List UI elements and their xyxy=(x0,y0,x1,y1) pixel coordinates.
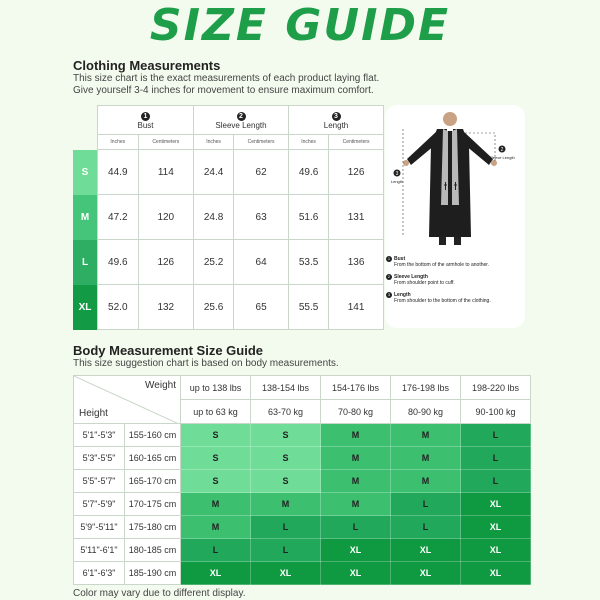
unit-inches: Inches xyxy=(289,135,329,150)
height-cm: 160-165 cm xyxy=(125,447,181,470)
cell-value: 49.6 xyxy=(289,150,329,195)
size-cell: S xyxy=(251,424,321,447)
table-row xyxy=(74,539,531,562)
group-label: Length xyxy=(323,120,349,130)
table-row xyxy=(73,195,384,240)
cell-value: 65 xyxy=(234,285,289,330)
clothing-desc-1: This size chart is the exact measurements of each product laying flat. xyxy=(73,73,380,84)
size-cell: XL xyxy=(251,562,321,585)
size-cell: XL xyxy=(461,562,531,585)
size-cell: L xyxy=(251,539,321,562)
cell-value: 114 xyxy=(138,150,193,195)
cell-value: 47.2 xyxy=(98,195,139,240)
size-cell: XL xyxy=(181,562,251,585)
weight-kg: 70-80 kg xyxy=(321,400,391,424)
legend-desc: From shoulder to the bottom of the clothing. xyxy=(394,298,491,304)
size-cell: L xyxy=(461,447,531,470)
size-cell: M xyxy=(391,470,461,493)
cell-value: 53.5 xyxy=(289,240,329,285)
size-cell: M xyxy=(321,424,391,447)
size-cell: S xyxy=(181,447,251,470)
height-ft: 5'1"-5'3" xyxy=(74,424,125,447)
group-label: Bust xyxy=(137,120,154,130)
cell-value: 24.8 xyxy=(194,195,234,240)
cell-value: 49.6 xyxy=(98,240,139,285)
size-cell: M xyxy=(321,493,391,516)
table-row xyxy=(73,150,384,195)
length-number: 3 xyxy=(395,171,399,177)
cell-value: 64 xyxy=(234,240,289,285)
cell-value: 52.0 xyxy=(98,285,139,330)
number-badge: 3 xyxy=(387,292,391,297)
size-cell: L xyxy=(391,516,461,539)
height-ft: 5'7"-5'9" xyxy=(74,493,125,516)
unit-centimeters: Centimeters xyxy=(329,135,384,150)
size-cell: M xyxy=(321,447,391,470)
right-leg-shape xyxy=(454,237,461,245)
cell-value: 120 xyxy=(138,195,193,240)
weight-lbs: 176-198 lbs xyxy=(391,376,461,400)
length-label: Length xyxy=(390,179,404,184)
clothing-measurement-table xyxy=(73,105,384,330)
size-cell: L xyxy=(461,424,531,447)
number-badge: 2 xyxy=(387,274,391,279)
body-desc: This size suggestion chart is based on body measurements. xyxy=(73,358,339,369)
table-row xyxy=(74,447,531,470)
size-cell: L xyxy=(461,470,531,493)
legend-bust xyxy=(386,256,489,268)
size-cell: S xyxy=(181,470,251,493)
body-heading: Body Measurement Size Guide xyxy=(73,343,263,358)
weight-lbs: up to 138 lbs xyxy=(181,376,251,400)
number-badge: 3 xyxy=(332,112,341,121)
size-cell: XL xyxy=(391,539,461,562)
size-cell: L xyxy=(251,516,321,539)
cell-value: 55.5 xyxy=(289,285,329,330)
head-shape xyxy=(443,112,457,126)
size-cell: L xyxy=(391,493,461,516)
table-row xyxy=(74,424,531,447)
cell-value: 25.6 xyxy=(194,285,234,330)
size-cell: M xyxy=(251,493,321,516)
weight-kg: 80-90 kg xyxy=(391,400,461,424)
cell-value: 25.2 xyxy=(194,240,234,285)
size-label: M xyxy=(73,195,98,240)
weight-kg: 63-70 kg xyxy=(251,400,321,424)
height-ft: 5'11"-6'1" xyxy=(74,539,125,562)
sleeve-number: 2 xyxy=(500,147,504,153)
table-row xyxy=(74,516,531,539)
number-badge: 2 xyxy=(237,112,246,121)
unit-inches: Inches xyxy=(98,135,139,150)
size-cell: M xyxy=(181,516,251,539)
size-cell: M xyxy=(181,493,251,516)
header-corner xyxy=(74,376,181,424)
size-cell: XL xyxy=(321,562,391,585)
size-cell: XL xyxy=(321,539,391,562)
left-hand-shape xyxy=(403,160,409,166)
weight-lbs: 138-154 lbs xyxy=(251,376,321,400)
height-cm: 185-190 cm xyxy=(125,562,181,585)
size-label: S xyxy=(73,150,98,195)
size-cell: XL xyxy=(461,493,531,516)
height-label: Height xyxy=(79,408,108,419)
clothing-desc-2: Give yourself 3-4 inches for movement to ensure maximum comfort. xyxy=(73,85,374,96)
size-cell: XL xyxy=(391,562,461,585)
table-row xyxy=(73,240,384,285)
size-cell: L xyxy=(181,539,251,562)
body-size-table xyxy=(73,375,531,585)
size-cell: S xyxy=(251,447,321,470)
unit-centimeters: Centimeters xyxy=(234,135,289,150)
unit-centimeters: Centimeters xyxy=(138,135,193,150)
height-ft: 5'5"-5'7" xyxy=(74,470,125,493)
footer-note: Color may vary due to different display. xyxy=(73,588,246,599)
size-cell: M xyxy=(391,447,461,470)
table-row xyxy=(74,470,531,493)
size-cell: S xyxy=(181,424,251,447)
number-badge: 1 xyxy=(141,112,150,121)
corner-blank xyxy=(73,135,98,150)
cell-value: 24.4 xyxy=(194,150,234,195)
left-leg-shape xyxy=(439,237,446,245)
height-cm: 165-170 cm xyxy=(125,470,181,493)
unit-inches: Inches xyxy=(194,135,234,150)
size-cell: M xyxy=(321,470,391,493)
height-ft: 6'1"-6'3" xyxy=(74,562,125,585)
size-label: XL xyxy=(73,285,98,330)
size-cell: L xyxy=(321,516,391,539)
height-cm: 175-180 cm xyxy=(125,516,181,539)
cell-value: 136 xyxy=(329,240,384,285)
cell-value: 132 xyxy=(138,285,193,330)
table-row xyxy=(74,493,531,516)
size-cell: S xyxy=(251,470,321,493)
cell-value: 131 xyxy=(329,195,384,240)
collar-shape xyxy=(447,127,453,131)
cell-value: 141 xyxy=(329,285,384,330)
height-cm: 155-160 cm xyxy=(125,424,181,447)
robe-shape xyxy=(429,129,471,237)
height-cm: 170-175 cm xyxy=(125,493,181,516)
legend-length xyxy=(386,292,491,304)
height-ft: 5'9"-5'11" xyxy=(74,516,125,539)
sleeve-label: Sleeve Length xyxy=(489,155,515,160)
corner-blank xyxy=(73,106,98,135)
weight-kg: 90-100 kg xyxy=(461,400,531,424)
page-title: SIZE GUIDE xyxy=(149,0,451,51)
size-cell: M xyxy=(391,424,461,447)
size-cell: XL xyxy=(461,539,531,562)
group-label: Sleeve Length xyxy=(215,120,267,130)
legend-title: Length xyxy=(394,292,411,298)
height-cm: 180-185 cm xyxy=(125,539,181,562)
size-label: L xyxy=(73,240,98,285)
size-cell: XL xyxy=(461,516,531,539)
right-hand-shape xyxy=(491,160,497,166)
legend-desc: From the bottom of the armhole to another. xyxy=(394,262,490,268)
group-bust xyxy=(98,106,194,135)
group-length xyxy=(289,106,384,135)
legend-sleeve xyxy=(386,274,455,286)
cell-value: 44.9 xyxy=(98,150,139,195)
cell-value: 126 xyxy=(329,150,384,195)
weight-label: Weight xyxy=(145,380,176,391)
weight-lbs: 154-176 lbs xyxy=(321,376,391,400)
cell-value: 63 xyxy=(234,195,289,240)
garment-illustration xyxy=(385,105,525,255)
table-row xyxy=(74,562,531,585)
legend-title: Bust xyxy=(394,256,406,262)
weight-lbs: 198-220 lbs xyxy=(461,376,531,400)
cell-value: 51.6 xyxy=(289,195,329,240)
group-sleeve xyxy=(194,106,289,135)
weight-kg: up to 63 kg xyxy=(181,400,251,424)
height-ft: 5'3"-5'5" xyxy=(74,447,125,470)
legend-desc: From shoulder point to cuff. xyxy=(394,280,455,286)
cell-value: 126 xyxy=(138,240,193,285)
clothing-heading: Clothing Measurements xyxy=(73,58,221,73)
cell-value: 62 xyxy=(234,150,289,195)
legend-title: Sleeve Length xyxy=(394,274,428,280)
number-badge: 1 xyxy=(387,256,391,261)
table-row xyxy=(73,285,384,330)
